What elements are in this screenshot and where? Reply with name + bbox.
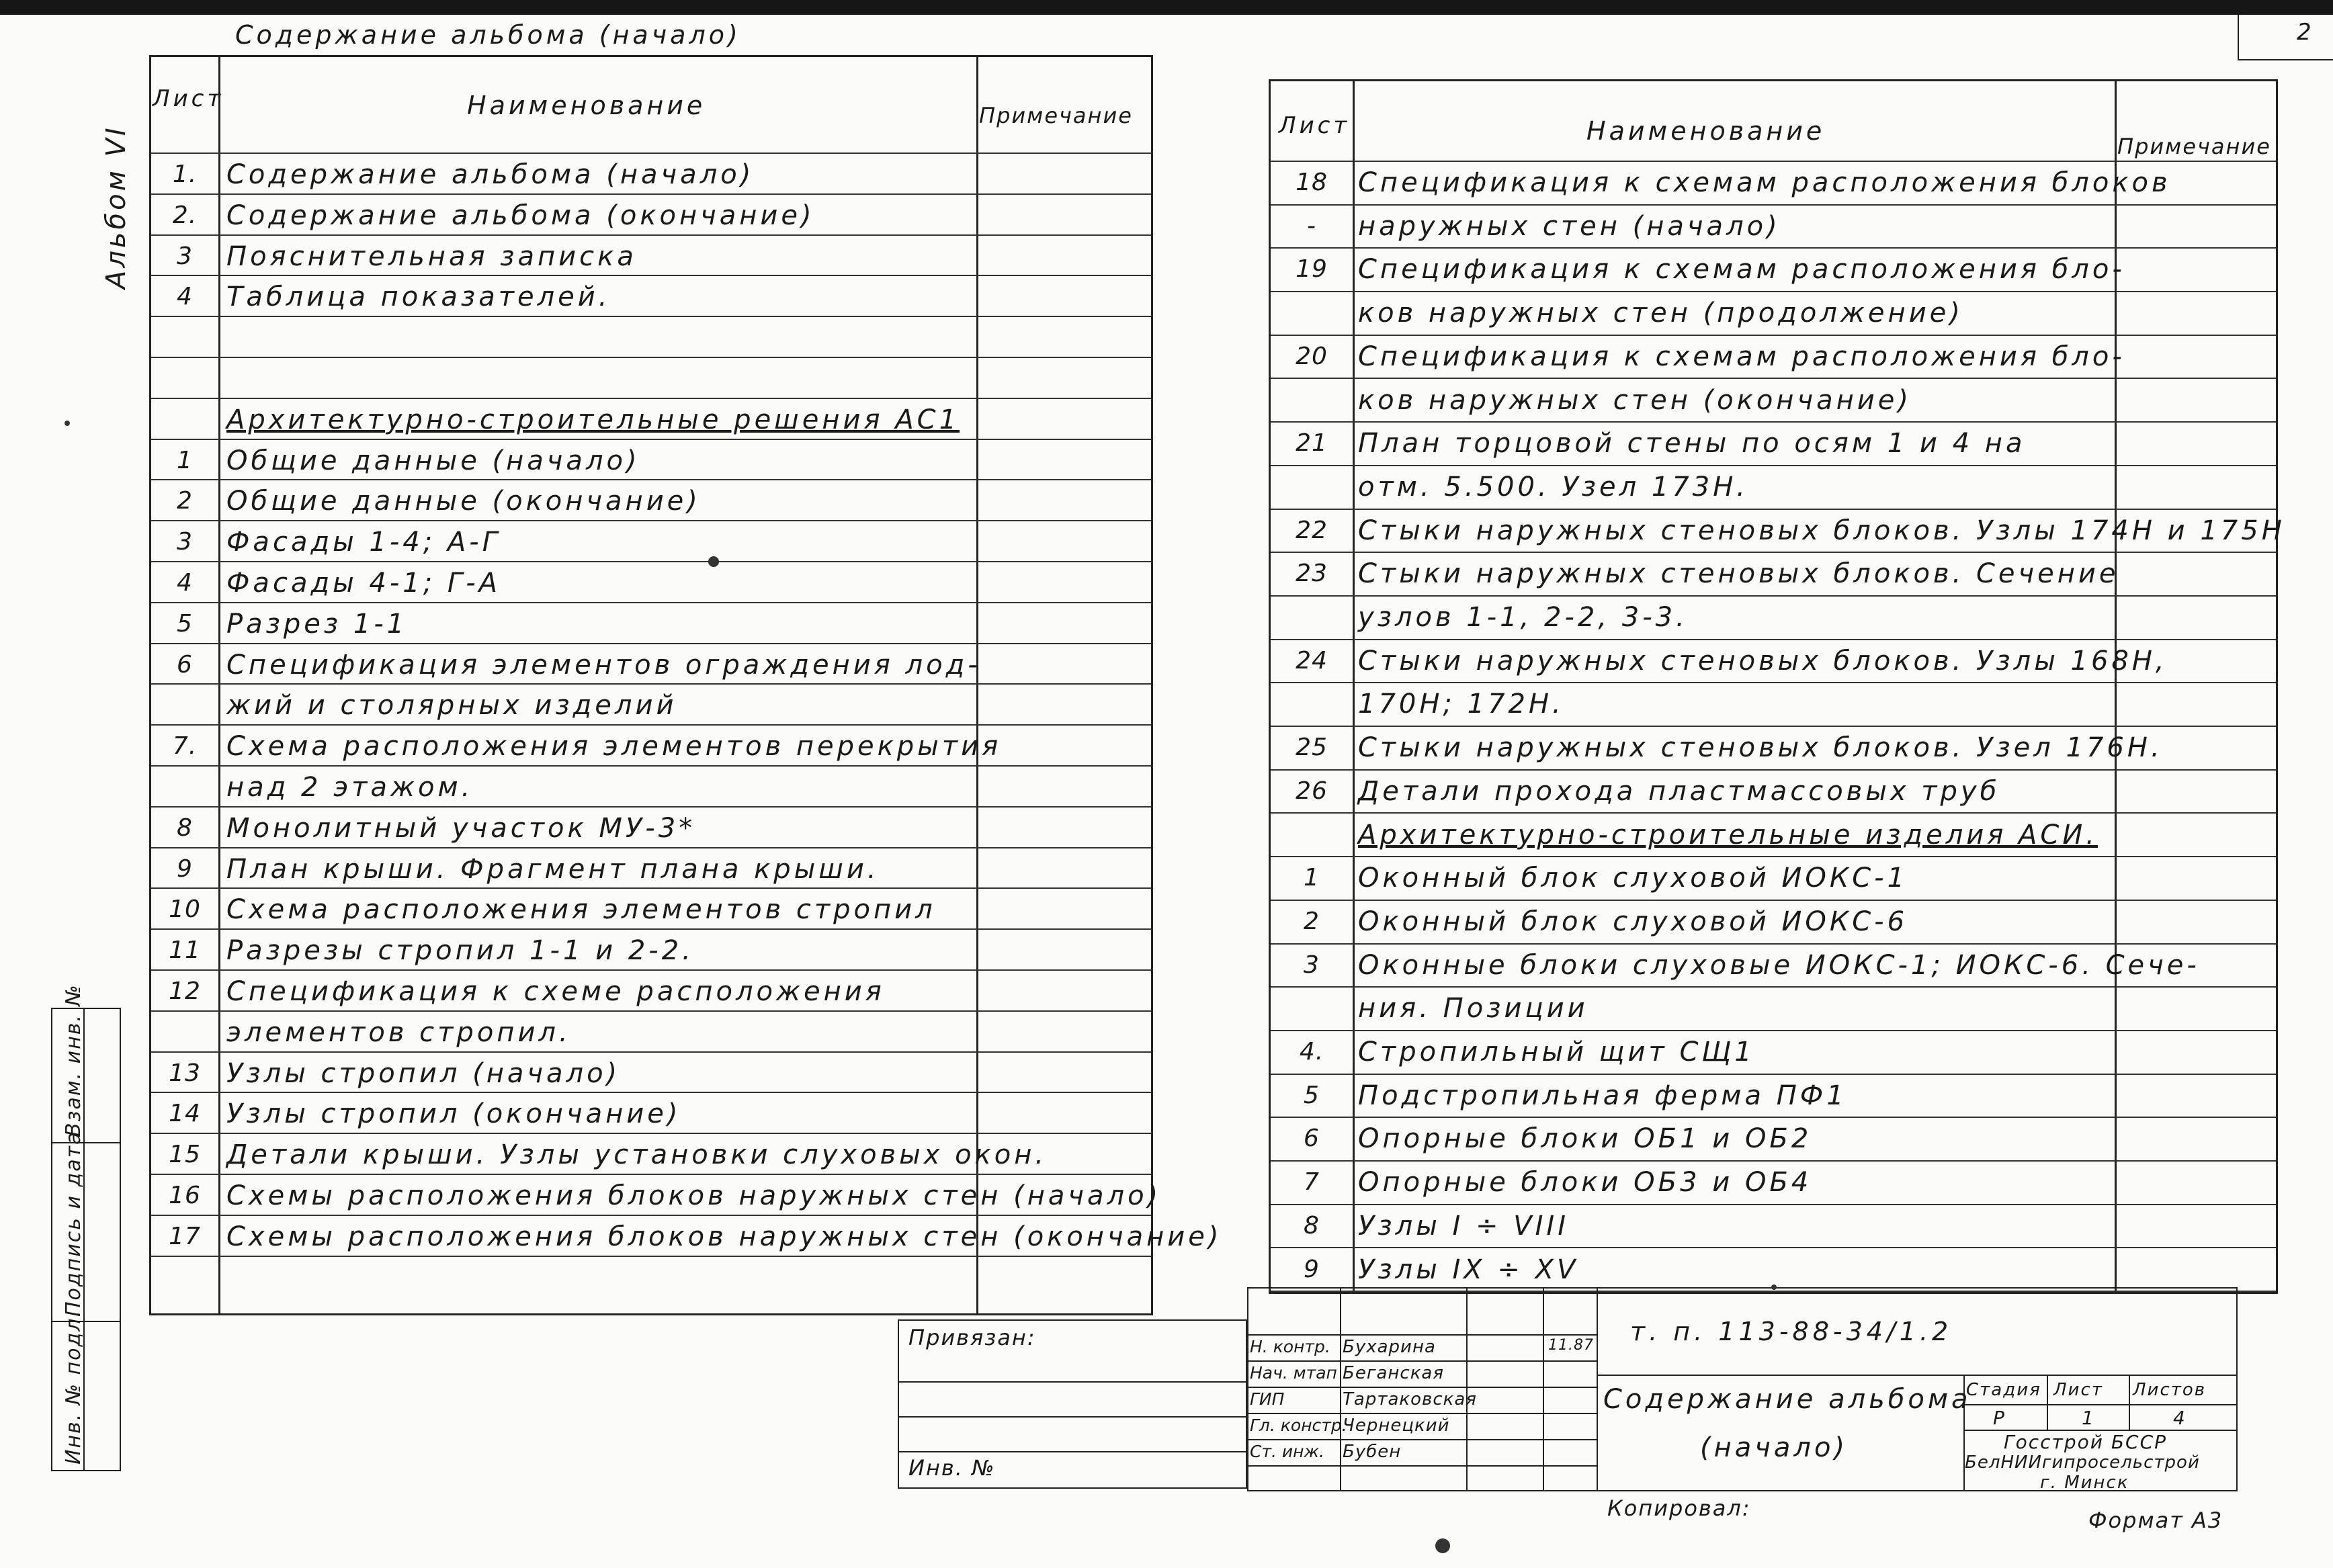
row-title: Фасады 4-1; Г-А — [226, 568, 501, 599]
left-header-name: Наименование — [467, 91, 706, 120]
row-title: жий и столярных изделий — [226, 690, 677, 722]
side-podpis: Подпись и дата — [62, 1131, 85, 1317]
row-sheet-number: 3 — [1304, 951, 1320, 979]
row-title: Общие данные (окончание) — [226, 486, 701, 517]
row-sheet-number: 3 — [177, 528, 193, 556]
row-title: Спецификация элементов ограждения лод- — [226, 649, 981, 681]
role-label: Гл. констр. — [1250, 1415, 1347, 1435]
doc-title-line-2: (начало) — [1700, 1432, 1849, 1463]
left-header-sheet: Лист — [153, 85, 224, 112]
row-title: Спецификация к схемам расположения блоков — [1358, 167, 2171, 198]
role-label: ГИП — [1250, 1389, 1285, 1409]
row-title: Узлы стропил (начало) — [226, 1057, 621, 1089]
row-sheet-number: 13 — [169, 1059, 201, 1087]
row-title: над 2 этажом. — [226, 772, 474, 803]
row-title: Стропильный щит СЩ1 — [1358, 1037, 1755, 1068]
scan-speck — [708, 556, 719, 567]
right-header-note: Примечание — [2117, 134, 2271, 159]
row-sheet-number: 12 — [169, 977, 201, 1005]
row-sheet-number: 26 — [1296, 777, 1328, 805]
side-inv-podl: Инв. № подл. — [62, 1309, 85, 1465]
row-title: Спецификация к схемам расположения бло- — [1358, 341, 2125, 372]
album-label: Альбом VI — [101, 125, 132, 289]
row-sheet-number: 2 — [1304, 907, 1320, 935]
row-title: Узлы I ÷ VIII — [1358, 1210, 1570, 1242]
row-title: Стыки наружных стеновых блоков. Узлы 168Н, — [1358, 645, 2168, 677]
row-sheet-number: 22 — [1296, 516, 1328, 544]
row-title: Стыки наружных стеновых блоков. Узлы 174Н и 175Н — [1358, 515, 2285, 546]
row-title: Схема расположения элементов стропил — [226, 894, 936, 926]
stage-value: Р — [1993, 1407, 2006, 1429]
row-title: Разрезы стропил 1-1 и 2-2. — [226, 935, 694, 967]
row-sheet-number: 5 — [177, 609, 193, 638]
row-title: План торцовой стены по осям 1 и 4 на — [1358, 428, 2026, 460]
right-contents-table — [1269, 79, 2285, 1294]
row-sheet-number: 21 — [1296, 429, 1328, 458]
left-caption: Содержание альбома (начало) — [235, 20, 741, 50]
privyazan-inv: Инв. № — [908, 1455, 996, 1481]
role-name: Бухарина — [1343, 1337, 1436, 1357]
doc-title-line-1: Содержание альбома — [1603, 1384, 1971, 1415]
row-title: Опорные блоки ОБ1 и ОБ2 — [1358, 1123, 1812, 1155]
row-sheet-number: 3 — [177, 242, 193, 270]
row-title: Архитектурно-строительные изделия АСИ. — [1358, 819, 2098, 851]
left-contents-table — [149, 55, 1222, 1315]
role-name: Тартаковская — [1343, 1389, 1477, 1409]
row-sheet-number: 1 — [177, 446, 193, 474]
row-sheet-number: 15 — [169, 1141, 201, 1169]
row-title: наружных стен (начало) — [1358, 210, 1781, 242]
row-title: Детали прохода пластмассовых труб — [1358, 775, 2000, 807]
row-sheet-number: 18 — [1296, 169, 1328, 196]
row-sheet-number: 9 — [1304, 1255, 1320, 1283]
row-title: Оконные блоки слуховые ИОКС-1; ИОКС-6. Сече- — [1358, 949, 2200, 981]
kopiroval-label: Копировал: — [1607, 1495, 1751, 1521]
row-title: Оконный блок слуховой ИОКС-1 — [1358, 863, 1908, 894]
row-sheet-number: 7 — [1304, 1168, 1320, 1196]
row-title: Подстропильная ферма ПФ1 — [1358, 1080, 1847, 1111]
right-header-name: Наименование — [1586, 116, 1826, 146]
scan-speck — [1435, 1538, 1450, 1553]
row-sheet-number: 8 — [1304, 1211, 1320, 1239]
row-title: План крыши. Фрагмент плана крыши. — [226, 853, 880, 885]
privyazan-label: Привязан: — [908, 1325, 1036, 1350]
sheets-header: Листов — [2133, 1380, 2207, 1400]
row-sheet-number: 23 — [1296, 560, 1328, 588]
row-title: Узлы стропил (окончание) — [226, 1098, 681, 1130]
sheets-value: 4 — [2173, 1407, 2187, 1429]
row-title: Оконный блок слуховой ИОКС-6 — [1358, 906, 1908, 937]
row-title: Пояснительная записка — [226, 241, 637, 272]
row-title: Схемы расположения блоков наружных стен (окончание) — [226, 1221, 1222, 1252]
date: 11.87 — [1548, 1337, 1594, 1354]
row-title: узлов 1-1, 2-2, 3-3. — [1358, 602, 1688, 633]
sheet-header: Лист — [2053, 1380, 2103, 1400]
row-title: ков наружных стен (продолжение) — [1358, 298, 1963, 329]
row-sheet-number: 6 — [177, 650, 193, 679]
org-line-1: Госстрой БССР — [2004, 1431, 2168, 1453]
row-title: элементов стропил. — [226, 1016, 571, 1048]
row-title: Стыки наружных стеновых блоков. Сечение — [1358, 558, 2119, 590]
page-number-box — [2238, 15, 2333, 60]
stage-header: Стадия — [1966, 1380, 2041, 1400]
row-title: Узлы IX ÷ XV — [1358, 1254, 1579, 1285]
page-number: 2 — [2297, 19, 2313, 46]
row-sheet-number: 24 — [1296, 646, 1328, 674]
role-label: Ст. инж. — [1250, 1442, 1324, 1461]
row-sheet-number: 7. — [172, 732, 198, 760]
row-title: ния. Позиции — [1358, 993, 1588, 1025]
role-label: Н. контр. — [1250, 1337, 1330, 1356]
row-title: Схема расположения элементов перекрытия — [226, 731, 1002, 763]
document-code: т. п. 113-88-34/1.2 — [1630, 1317, 1953, 1346]
side-vzam: Взам. инв. № — [62, 984, 85, 1137]
row-sheet-number: 4 — [177, 283, 193, 311]
row-title: Общие данные (начало) — [226, 445, 640, 476]
row-title: Монолитный участок МУ-3* — [226, 812, 696, 844]
row-title: Таблица показателей. — [226, 281, 611, 313]
row-sheet-number: 1. — [172, 161, 198, 188]
row-title: 170Н; 172Н. — [1358, 689, 1564, 720]
row-sheet-number: 14 — [169, 1100, 201, 1128]
table-row-line — [151, 358, 1151, 399]
row-title: Содержание альбома (начало) — [226, 159, 755, 190]
right-header-sheet: Лист — [1279, 112, 1351, 139]
row-sheet-number: 16 — [169, 1182, 201, 1209]
row-title: Стыки наружных стеновых блоков. Узел 176Н. — [1358, 732, 2163, 764]
sheet-value: 1 — [2082, 1407, 2095, 1429]
row-title: Спецификация к схеме расположения — [226, 976, 885, 1007]
role-name: Беганская — [1343, 1363, 1444, 1383]
row-sheet-number: 9 — [177, 855, 193, 883]
role-name: Бубен — [1343, 1442, 1402, 1462]
scan-speck — [1771, 1284, 1777, 1290]
role-label: Нач. мтап — [1250, 1363, 1337, 1383]
row-title: Разрез 1-1 — [226, 608, 408, 640]
row-title: отм. 5.500. Узел 173Н. — [1358, 471, 1748, 503]
row-sheet-number: 5 — [1304, 1081, 1320, 1109]
row-sheet-number: 19 — [1296, 255, 1328, 284]
row-sheet-number: 2 — [177, 487, 193, 515]
row-sheet-number: 17 — [169, 1222, 201, 1250]
row-sheet-number: 20 — [1296, 342, 1328, 370]
org-line-2: БелНИИгипросельстрой — [1965, 1452, 2200, 1473]
format-label: Формат А3 — [2088, 1508, 2223, 1533]
row-title: Схемы расположения блоков наружных стен (начало) — [226, 1180, 1162, 1211]
row-title: ков наружных стен (окончание) — [1358, 384, 1912, 416]
org-line-3: г. Минск — [2040, 1473, 2129, 1493]
row-sheet-number: 4 — [177, 569, 193, 597]
row-title: Спецификация к схемам расположения бло- — [1358, 254, 2125, 286]
row-title: Содержание альбома (окончание) — [226, 200, 815, 231]
row-sheet-number: 8 — [177, 814, 193, 842]
scan-speck — [65, 421, 70, 426]
row-sheet-number: 10 — [169, 896, 201, 924]
row-title: Детали крыши. Узлы установки слуховых окон. — [226, 1139, 1048, 1171]
row-sheet-number: 6 — [1304, 1125, 1320, 1153]
row-title: Опорные блоки ОБ3 и ОБ4 — [1358, 1167, 1812, 1199]
row-sheet-number: 25 — [1296, 734, 1328, 762]
row-sheet-number: 1 — [1304, 864, 1320, 892]
scan-edge — [0, 0, 2333, 15]
row-title: Архитектурно-строительные решения АС1 — [226, 404, 960, 435]
table-row-line — [151, 317, 1151, 358]
role-name: Чернецкий — [1343, 1415, 1450, 1436]
row-sheet-number: 11 — [169, 937, 201, 965]
row-sheet-number: - — [1307, 212, 1316, 240]
row-sheet-number: 2. — [172, 201, 198, 229]
row-sheet-number: 4. — [1299, 1038, 1324, 1065]
left-header-note: Примечание — [979, 103, 1133, 128]
row-title: Фасады 1-4; А-Г — [226, 527, 501, 558]
